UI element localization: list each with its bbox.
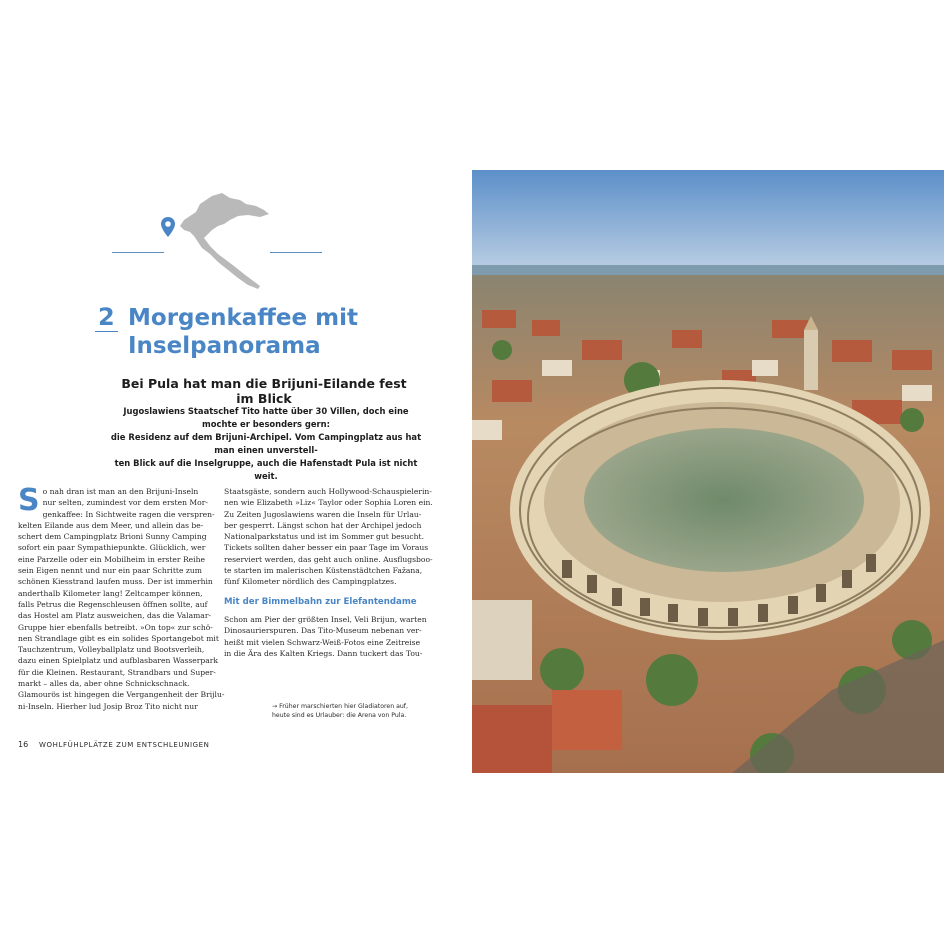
text-line: Tauchzentrum, Volleyballplatz und Bootsverleih,	[18, 645, 205, 655]
dropcap: S	[18, 483, 40, 518]
text-line: Schon am Pier der größten Insel, Veli Brijun, warten	[224, 614, 427, 624]
text-line: Gruppe hier ebenfalls betreibt. »On top« zur schö-	[18, 622, 213, 632]
chapter-title-line2: Inselpanorama	[128, 333, 321, 359]
arena-floor	[584, 428, 864, 572]
text-line: sofort ein paar Sympathiepunkte. Glücklich, wer	[18, 543, 206, 553]
chapter-subtitle: Bei Pula hat man die Brijuni-Eilande fest im Blick	[121, 376, 407, 406]
text-line: nur selten, zumindest vor dem ersten Mor-	[42, 498, 208, 508]
text-line: in die Ära des Kalten Kriegs. Dann tuckert das Tou-	[224, 648, 423, 658]
croatia-map-icon	[160, 190, 272, 295]
running-title: WOHLFÜHLPLÄTZE ZUM ENTSCHLEUNIGEN	[39, 741, 210, 749]
text-line: Glamourös ist hingegen die Vergangenheit der Brijlu-	[18, 690, 225, 700]
intro-line: ten Blick auf die Inselgruppe, auch die Hafenstadt Pula ist nicht weit.	[114, 458, 418, 481]
text-line: sein Eigen nennt und nur ein paar Schritte zum	[18, 566, 202, 576]
text-line: o nah dran ist man an den Brijuni-Inseln	[42, 487, 199, 496]
section-heading: Mit der Bimmelbahn zur Elefantendame	[224, 596, 417, 607]
caption-line: heute sind es Urlauber: die Arena von Pula.	[272, 712, 407, 719]
text-line: anderthalb Kilometer lang! Zeltcamper können,	[18, 588, 203, 598]
photo-caption	[272, 702, 422, 720]
text-line: te starten im malerischen Küstenstädtchen Fažana,	[224, 566, 423, 576]
text-line: ber gesperrt. Längst schon hat der Archipel jedoch	[224, 520, 422, 530]
text-line: Nationalparkstatus und ist im Sommer gut besucht.	[224, 532, 424, 542]
text-line: genkaffee: In Sichtweite ragen die verspren-	[42, 509, 215, 519]
location-pin-icon	[161, 217, 175, 237]
text-line: eine Parzelle oder ein Mobilheim in erster Reihe	[18, 554, 205, 564]
sky	[472, 170, 944, 280]
text-line: schönen Kiesstrand laufen muss. Der ist immerhin	[18, 577, 213, 587]
text-line: dazu einen Spielplatz und aufblasbaren Wasserpark	[18, 656, 219, 666]
text-line: das Hostel am Platz ausweichen, das die Valamar-	[18, 611, 212, 621]
text-line: kelten Eilande aus dem Meer, und allein das be-	[18, 520, 204, 530]
arena-photo	[472, 170, 944, 773]
text-line: ni-Inseln. Hierher lud Josip Broz Tito nicht nur	[18, 701, 198, 711]
text-line: markt – alles da, aber ohne Schnickschnack.	[18, 679, 190, 689]
text-line: falls Petrus die Regenschleusen öffnen sollte, auf	[18, 599, 208, 609]
text-line: reserviert werden, das geht auch online. Ausflugsboo-	[224, 554, 433, 564]
chapter-number: 2	[95, 304, 118, 332]
intro-line: die Residenz auf dem Brijuni-Archipel. Vom Campingplatz aus hat man einen unverstell-	[110, 432, 422, 455]
arrow-icon: →	[272, 703, 278, 710]
text-line: nen Strandlage gibt es ein solides Sportangebot mit	[18, 633, 219, 643]
text-line: schert dem Campingplatz Brioni Sunny Camping	[18, 532, 207, 542]
text-line: heißt mit vielen Schwarz-Weiß-Fotos eine Zeitreise	[224, 637, 421, 647]
text-line: Tickets sollten daher besser ein paar Tage im Voraus	[224, 543, 429, 553]
text-line: fünf Kilometer nördlich des Campingplatzes.	[224, 577, 397, 587]
text-line: Zu Zeiten Jugoslawiens waren die Inseln für Urlau-	[224, 509, 422, 519]
text-line: Staatsgäste, sondern auch Hollywood-Schauspielerin-	[224, 487, 432, 496]
body-column-1	[18, 483, 225, 712]
intro-line: Jugoslawiens Staatschef Tito hatte über 30 Villen, doch eine mochte er besonders gern:	[123, 406, 409, 429]
page-footer	[18, 740, 210, 749]
body-column-2	[224, 486, 433, 659]
chapter-intro	[108, 405, 424, 483]
caption-line: Früher marschierten hier Gladiatoren auf,	[279, 703, 408, 710]
page-number: 16	[18, 740, 29, 749]
map-rule-right	[270, 252, 322, 253]
chapter-title-line1: Morgenkaffee mit	[128, 305, 358, 331]
text-line: Dinosaurierspuren. Das Tito-Museum nebenan ver-	[224, 626, 422, 636]
chapter-title	[128, 304, 388, 360]
map-rule-left	[112, 252, 164, 253]
text-line: für die Kleinen. Restaurant, Strandbars und Super-	[18, 667, 216, 677]
text-line: nen wie Elizabeth »Liz« Taylor oder Sophia Loren ein.	[224, 498, 433, 508]
